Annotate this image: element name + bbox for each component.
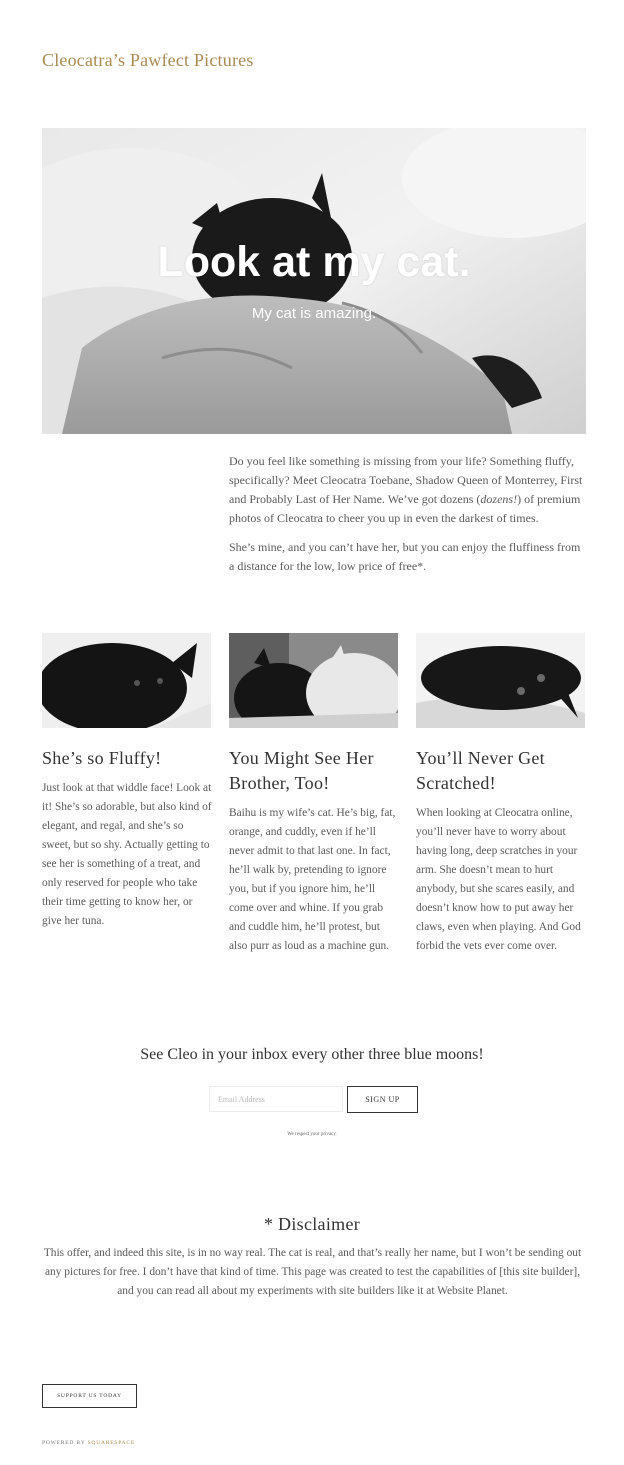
- disclaimer-title: * Disclaimer: [263, 1214, 361, 1234]
- intro-text: [229, 452, 587, 586]
- hero-banner: [42, 128, 586, 434]
- feature-brother-title: You Might See Her Brother, Too!: [229, 748, 374, 793]
- squarespace-link[interactable]: SQUARESPACE: [87, 1440, 135, 1446]
- intro-paragraph-1: Do you feel like something is missing from your life? Something fluffy, specifically? Meet Cleocatra Toebane, Shadow Queen of Monterrey, First and Probably Last of Her Name. We’ve got dozens (dozens!) of premium photos of Cleocatra to cheer you up in even the darkest of times.: [229, 454, 583, 525]
- privacy-note: We respect your privacy.: [287, 1132, 337, 1137]
- site-title[interactable]: Cleocatra’s Pawfect Pictures: [42, 50, 254, 70]
- disclaimer-body: This offer, and indeed this site, is in no way real. The cat is real, and that’s really her name, but I won’t be sending out any pictures for free. I don’t have that kind of time. This page was created to test the capabilities of [this site builder], and you can read all about my experiments with site builders like it at Website Planet.: [43, 1247, 582, 1297]
- feature-scratched: [416, 633, 586, 956]
- feature-brother-photo: [229, 633, 398, 728]
- support-us-button[interactable]: SUPPORT US TODAY: [42, 1384, 137, 1408]
- intro-emphasis: dozens!: [480, 492, 518, 506]
- feature-fluffy-photo: [42, 633, 211, 728]
- sign-up-button[interactable]: SIGN UP: [347, 1086, 418, 1113]
- feature-brother: [229, 633, 399, 956]
- feature-fluffy-title: She’s so Fluffy!: [42, 748, 162, 768]
- hero-title: Look at my cat.: [157, 238, 471, 286]
- feature-scratched-body: When looking at Cleocatra online, you’ll never have to worry about having long, deep scratches in your arm. She doesn’t mean to hurt anybody, but she scares easily, and doesn’t know how to put away her claws, even when playing. And God forbid the vets ever come over.: [416, 807, 581, 952]
- feature-brother-body: Baihu is my wife’s cat. He’s big, fat, orange, and cuddly, even if he’ll never admit to that last one. In fact, he’ll walk by, pretending to ignore you, but if you ignore him, he’ll come over and whine. If you grab and cuddle him, he’ll protest, but also purr as loud as a machine gun.: [229, 807, 396, 952]
- feature-fluffy: [42, 633, 212, 931]
- powered-by: POWERED BY SQUARESPACE: [42, 1440, 135, 1446]
- intro-paragraph-2: She’s mine, and you can’t have her, but you can enjoy the fluffiness from a distance for the low, low price of free*.: [229, 540, 581, 573]
- feature-scratched-photo: [416, 633, 585, 728]
- email-input[interactable]: [209, 1086, 343, 1112]
- newsletter-title: See Cleo in your inbox every other three blue moons!: [140, 1046, 484, 1063]
- feature-fluffy-body: Just look at that widdle face! Look at it! She’s so adorable, but also kind of elegant, and regal, and she’s so sweet, but so shy. Actually getting to see her is something of a treat, and only reserved for people who take their time getting to know her, or give her tuna.: [42, 782, 212, 927]
- hero-subtitle: My cat is amazing.: [251, 305, 377, 322]
- feature-scratched-title: You’ll Never Get Scratched!: [416, 748, 545, 793]
